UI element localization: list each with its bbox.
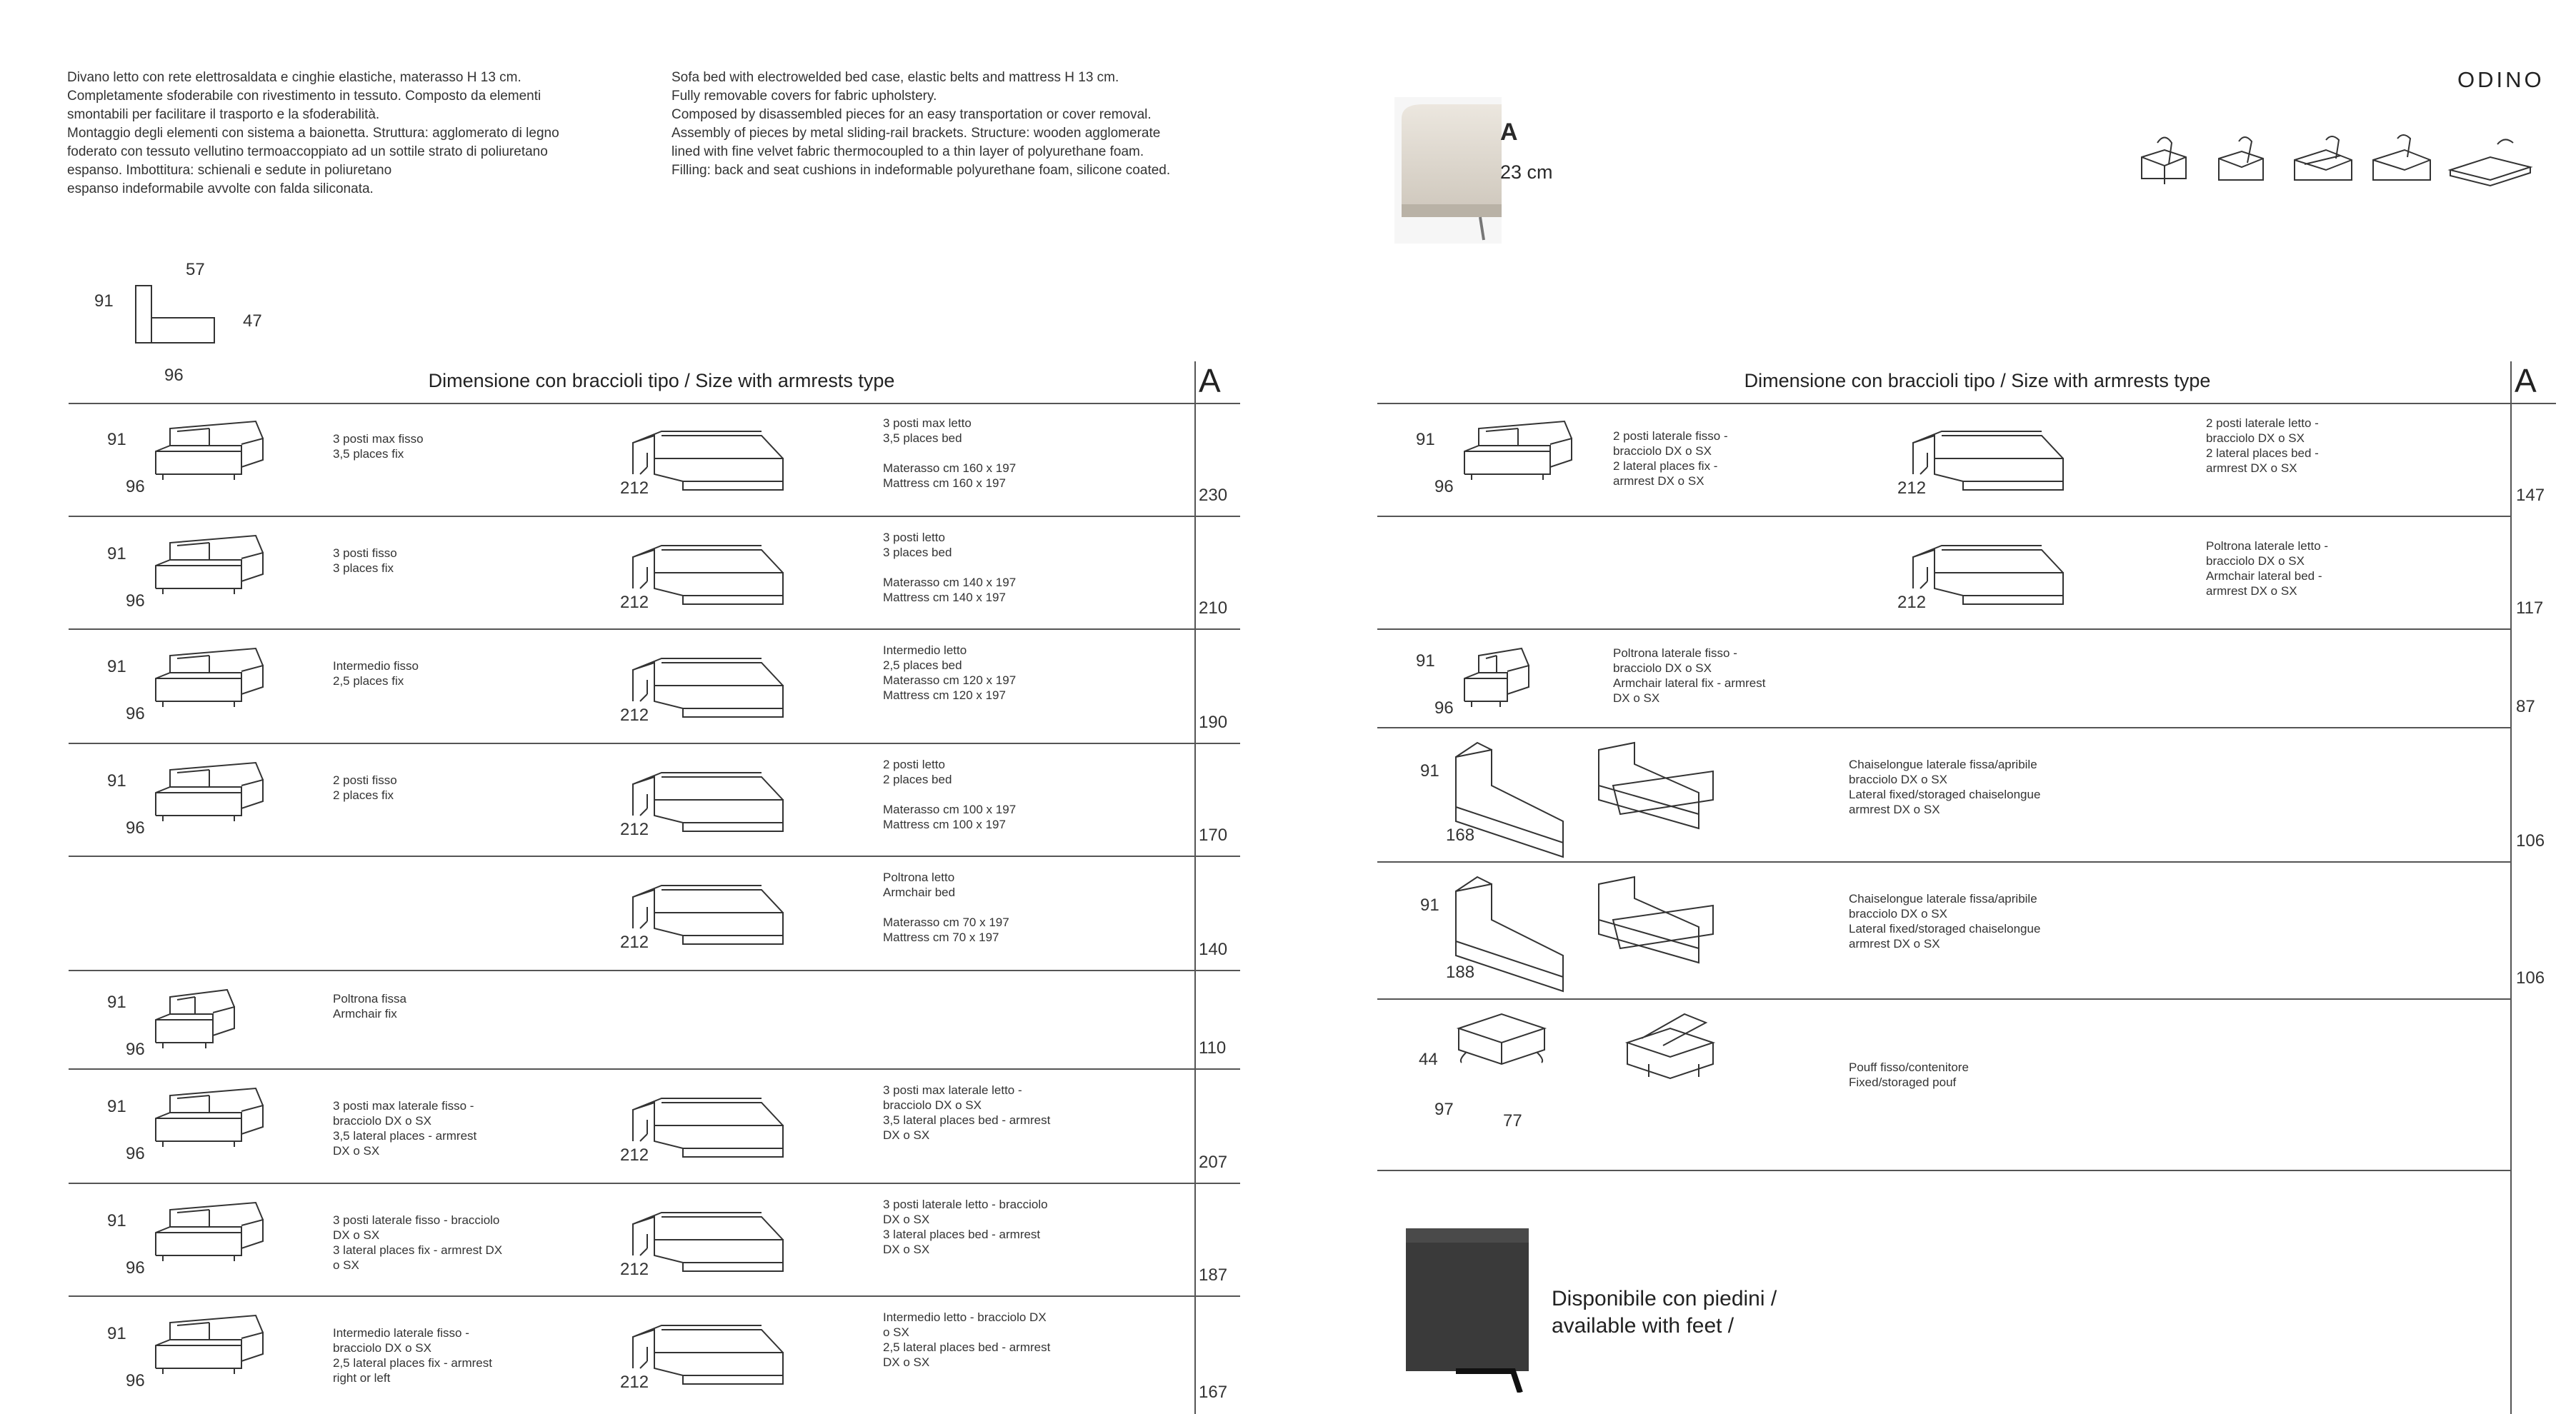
dimension-width: 77 — [1503, 1111, 1522, 1130]
fixed-version-label: Intermedio fisso 2,5 places fix — [333, 659, 419, 688]
bed-version-label: Poltrona laterale letto - bracciolo DX o SX Armchair lateral bed - armrest DX o SX — [2206, 539, 2329, 598]
width-value: 207 — [1199, 1153, 1228, 1172]
table-row — [69, 403, 1240, 517]
width-value: 170 — [1199, 826, 1228, 845]
armrest-letter: A — [1500, 119, 1518, 146]
width-value: 210 — [1199, 598, 1228, 618]
bed-version-label: 3 posti laterale letto - bracciolo DX o SX 3 lateral places bed - armrest DX o SX — [883, 1198, 1048, 1256]
dimension-bed-length: 212 — [1897, 593, 1927, 612]
section-depth: 57 — [186, 260, 205, 279]
description-italian: Divano letto con rete elettrosaldata e cinghie elastiche, materasso H 13 cm. Completamente sfoderabile con rivestimento in tessuto. Composto da elementi smontabili per facilitare il trasporto e la sfoderabilità. Montaggio degli elementi con sistema a baionetta. Struttura: agglomerato di legno foderato con tessuto vellutino termoaccoppiato ad un sottile strato di poliuretano espanso. Imbottitura: schienali e sedute in poliuretano espanso indeformabile avvolte con falda siliconata. — [67, 70, 559, 196]
dimension-depth: 96 — [126, 1040, 145, 1059]
sofa-outline — [149, 1191, 270, 1270]
table-row — [1377, 728, 2556, 863]
bed-version-label: Chaiselongue laterale fissa/apribile bracciolo DX o SX Lateral fixed/storaged chaiselongue armrest DX o SX — [1849, 892, 2041, 951]
dimension-height: 91 — [107, 657, 126, 676]
sofa-outline — [149, 410, 270, 488]
armrest-photo — [1394, 97, 1502, 244]
sofa-outline — [149, 637, 270, 716]
width-value: 147 — [2516, 486, 2545, 505]
description-english: Sofa bed with electrowelded bed case, elastic belts and mattress H 13 cm. Fully removable covers for fabric upholstery. Composed by disassembled pieces for an easy transportation or cover removal. Assembly of pieces by metal sliding-rail brackets. Structure: wooden agglomerate lined with fine velvet fabric thermocoupled to a thin layer of polyurethane foam. Filling: back and seat cushions in indeformable polyurethane foam, silicone coated. — [672, 70, 1171, 178]
left-table-header: Dimensione con braccioli tipo / Size with armrests type — [428, 370, 895, 391]
section-width: 96 — [164, 366, 184, 385]
right-table — [1377, 357, 2556, 1414]
width-value: 87 — [2516, 697, 2535, 716]
row-divider — [1377, 1170, 2510, 1171]
left-column-letter: A — [1199, 362, 1221, 399]
sofa-outline — [149, 1304, 270, 1383]
dimension-depth: 96 — [126, 704, 145, 723]
dimension-depth: 96 — [126, 1258, 145, 1278]
dimension-height: 91 — [1420, 896, 1439, 915]
table-row — [69, 857, 1240, 971]
table-row — [69, 1297, 1240, 1414]
dimension-bed-length: 212 — [620, 1373, 649, 1392]
width-value: 106 — [2516, 831, 2545, 851]
dimension-height: 91 — [107, 1097, 126, 1116]
fixed-version-label: 3 posti max laterale fisso - bracciolo DX o SX 3,5 lateral places - armrest DX o SX — [333, 1099, 477, 1158]
table-row — [1377, 403, 2556, 517]
dimension-bed-length: 212 — [620, 820, 649, 839]
dimension-height: 91 — [1416, 651, 1435, 671]
dimension-depth: 96 — [1434, 698, 1454, 718]
dimension-height: 91 — [107, 993, 126, 1012]
right-table-header: Dimensione con braccioli tipo / Size with armrests type — [1744, 370, 2211, 391]
width-value: 106 — [2516, 968, 2545, 988]
width-value: 140 — [1199, 940, 1228, 959]
dimension-bed-length: 212 — [620, 1145, 649, 1165]
opening-step-4-icon — [2369, 129, 2433, 186]
dimension-bed-length: 212 — [620, 1260, 649, 1279]
bed-version-label: 3 posti max laterale letto - bracciolo DX o SX 3,5 lateral places bed - armrest DX o SX — [883, 1083, 1051, 1142]
sofa-outline — [1457, 637, 1536, 716]
table-row — [69, 971, 1240, 1070]
section-outline — [129, 279, 221, 350]
width-value: 187 — [1199, 1265, 1228, 1285]
bed-version-label: 3 posti max letto 3,5 places bed Materasso cm 160 x 197 Mattress cm 160 x 197 — [883, 416, 1017, 490]
opening-step-1-icon — [2136, 129, 2193, 186]
dimension-depth: 96 — [126, 1144, 145, 1163]
dimension-depth: 96 — [126, 477, 145, 496]
dimension-height: 91 — [107, 1211, 126, 1230]
feet-note: Disponibile con piedini / available with feet / — [1552, 1287, 1777, 1338]
left-table — [69, 357, 1240, 1414]
sofa-outline — [1452, 1007, 1552, 1078]
dimension-depth: 97 — [1434, 1100, 1454, 1119]
fixed-version-label: 2 posti fisso 2 places fix — [333, 773, 397, 802]
table-row — [1377, 630, 2556, 728]
bed-version-label: Poltrona letto Armchair bed Materasso cm 70 x 197 Mattress cm 70 x 197 — [883, 871, 1009, 944]
dimension-bed-length: 212 — [1897, 478, 1927, 498]
bed-version-label: Chaiselongue laterale fissa/apribile bracciolo DX o SX Lateral fixed/storaged chaiselongue armrest DX o SX — [1849, 758, 2041, 816]
fixed-version-label: 2 posti laterale fisso - bracciolo DX o SX 2 lateral places fix - armrest DX o SX — [1613, 429, 1728, 488]
fixed-version-label: 3 posti fisso 3 places fix — [333, 546, 397, 575]
dimension-bed-length: 212 — [620, 478, 649, 498]
opening-step-3-icon — [2290, 129, 2355, 186]
opening-step-5-icon — [2447, 129, 2533, 186]
table-row — [1377, 863, 2556, 1000]
width-value: 230 — [1199, 486, 1228, 505]
bed-version-label: Intermedio letto - bracciolo DX o SX 2,5 lateral places bed - armrest DX o SX — [883, 1310, 1051, 1369]
dimension-depth: 188 — [1446, 963, 1475, 982]
table-row — [1377, 1000, 2556, 1171]
table-row — [69, 1184, 1240, 1297]
opening-instructions — [2136, 129, 2536, 193]
sofa-outline — [149, 751, 270, 830]
sofa-bed-outline — [1592, 736, 1720, 836]
fixed-version-label: Poltrona fissa Armchair fix — [333, 992, 406, 1021]
table-row — [69, 744, 1240, 857]
section-seat: 47 — [243, 311, 262, 331]
dimension-height: 44 — [1419, 1050, 1438, 1069]
fixed-version-label: Poltrona laterale fisso - bracciolo DX o SX Armchair lateral fix - armrest DX o SX — [1613, 646, 1766, 705]
dimension-height: 91 — [107, 430, 126, 449]
dimension-height: 91 — [1416, 430, 1435, 449]
dimension-bed-length: 212 — [620, 933, 649, 952]
opening-step-2-icon — [2213, 129, 2270, 186]
dimension-depth: 96 — [126, 591, 145, 611]
bed-version-label: 2 posti letto 2 places bed Materasso cm 100 x 197 Mattress cm 100 x 197 — [883, 758, 1017, 831]
armrest-size: 23 cm — [1500, 161, 1553, 183]
dimension-depth: 168 — [1446, 826, 1475, 845]
table-row — [1377, 517, 2556, 630]
width-value: 190 — [1199, 713, 1228, 732]
dimension-bed-length: 212 — [620, 706, 649, 725]
brand-name: ODINO — [2457, 67, 2545, 92]
table-row — [69, 1070, 1240, 1184]
table-row — [69, 517, 1240, 630]
bed-version-label: Pouff fisso/contenitore Fixed/storaged pouf — [1849, 1060, 1969, 1089]
width-value: 167 — [1199, 1383, 1228, 1402]
sofa-outline — [149, 524, 270, 603]
fixed-version-label: 3 posti max fisso 3,5 places fix — [333, 432, 424, 461]
sofa-bed-outline — [1620, 1007, 1720, 1085]
sofa-outline — [149, 978, 241, 1057]
dimension-height: 91 — [1420, 761, 1439, 781]
dimension-height: 91 — [107, 771, 126, 791]
dimension-bed-length: 212 — [620, 593, 649, 612]
width-value: 117 — [2516, 598, 2544, 618]
feet-photo — [1406, 1228, 1529, 1393]
bed-version-label: 2 posti laterale letto - bracciolo DX o SX 2 lateral places bed - armrest DX o SX — [2206, 416, 2319, 475]
section-height: 91 — [94, 291, 114, 311]
width-value: 110 — [1199, 1038, 1227, 1058]
dimension-depth: 96 — [126, 818, 145, 838]
fixed-version-label: 3 posti laterale fisso - bracciolo DX o SX 3 lateral places fix - armrest DX o SX — [333, 1213, 503, 1272]
dimension-depth: 96 — [1434, 477, 1454, 496]
dimension-height: 91 — [107, 1324, 126, 1343]
bed-version-label: 3 posti letto 3 places bed Materasso cm 140 x 197 Mattress cm 140 x 197 — [883, 531, 1017, 604]
sofa-bed-outline — [1592, 870, 1720, 970]
dimension-height: 91 — [107, 544, 126, 563]
sofa-outline — [1457, 410, 1579, 488]
dimension-depth: 96 — [126, 1371, 145, 1390]
right-column-letter: A — [2515, 362, 2537, 399]
sofa-outline — [149, 1077, 270, 1155]
fixed-version-label: Intermedio laterale fisso - bracciolo DX o SX 2,5 lateral places fix - armrest right or left — [333, 1326, 492, 1385]
table-row — [69, 630, 1240, 744]
bed-version-label: Intermedio letto 2,5 places bed Materasso cm 120 x 197 Mattress cm 120 x 197 — [883, 643, 1017, 702]
